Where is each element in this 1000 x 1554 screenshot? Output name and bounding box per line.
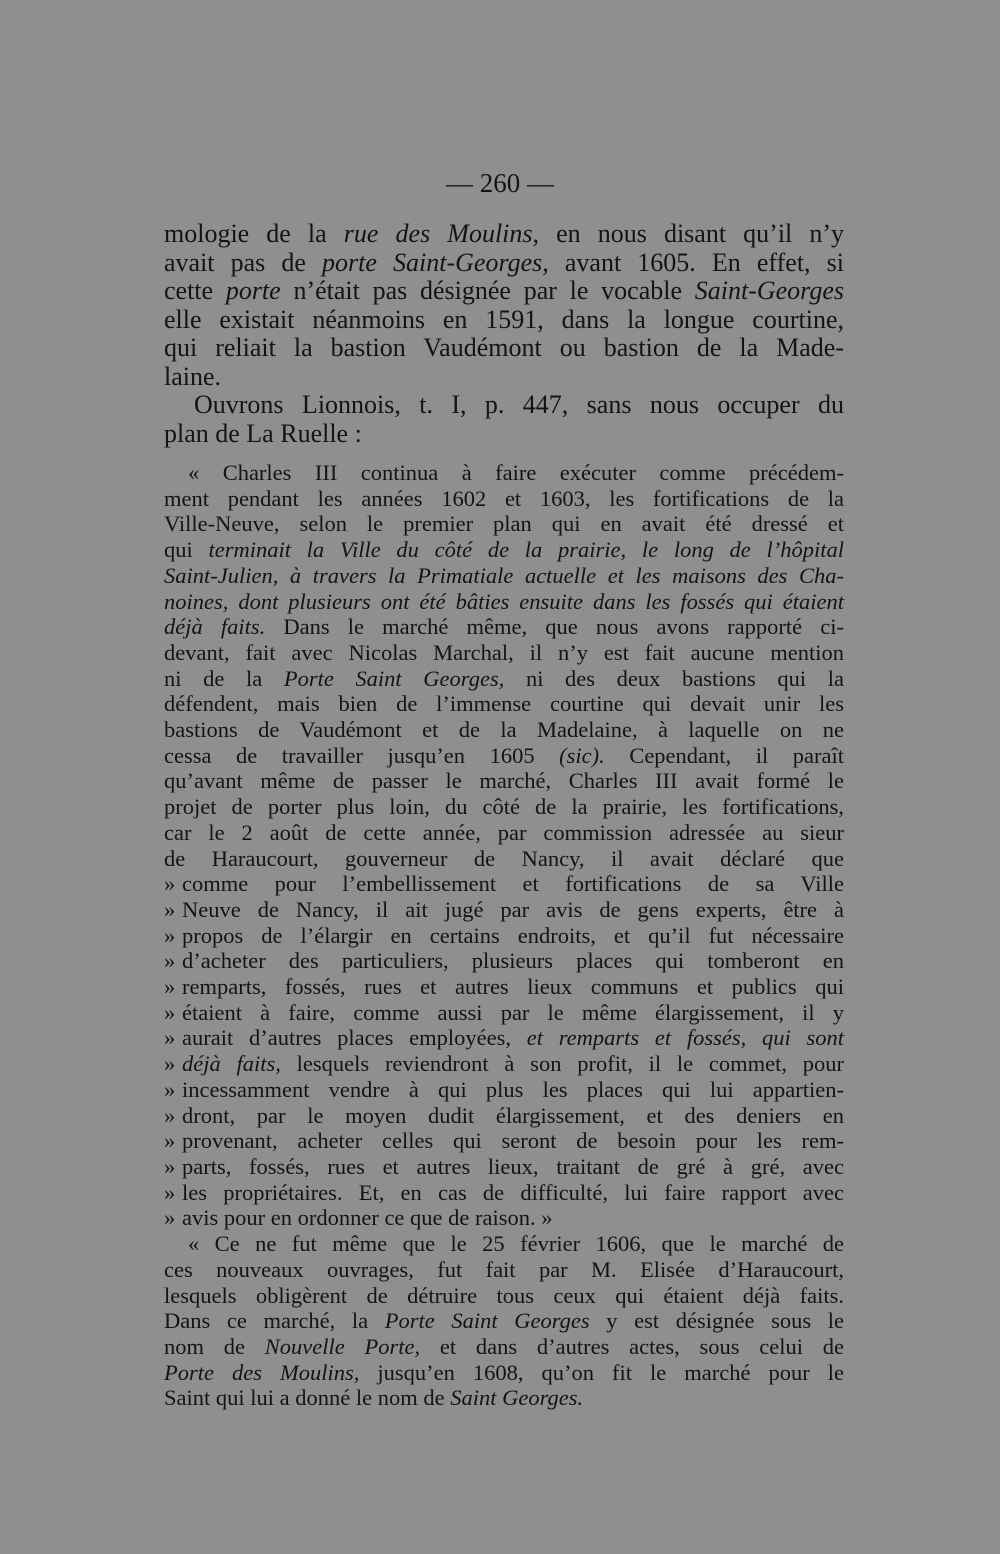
quote-line xyxy=(164,974,844,1000)
quote-line: qu’avant même de passer le marché, Charles III avait formé le xyxy=(164,768,844,794)
italic-run: Saint Georges. xyxy=(450,1385,584,1411)
quote-line xyxy=(164,1103,844,1129)
italic-run: Saint-Georges xyxy=(694,276,844,305)
text-line: qui reliait la bastion Vaudémont ou bastion de la Made- xyxy=(164,333,844,362)
text-run: ni des deux bastions qui la xyxy=(504,665,844,691)
text-run: cessa de travailler jusqu’en 1605 xyxy=(164,742,560,768)
text-line: Ouvrons Lionnois, t. I, p. 447, sans nous occuper du xyxy=(194,390,844,419)
text-line: elle existait néanmoins en 1591, dans la longue courtine, xyxy=(164,304,844,334)
italic-run: rue des Moulins, xyxy=(343,219,540,248)
text-run: les propriétaires. Et, en cas de difficulté, lui faire rapport avec xyxy=(182,1179,844,1205)
text-run: mologie de la xyxy=(164,219,344,248)
guillemet: » xyxy=(164,1179,176,1205)
quote-line xyxy=(164,871,844,897)
italic-run: Porte Saint Georges xyxy=(384,1308,590,1334)
italic-run: porte xyxy=(225,276,281,305)
text-run: aurait d’autres places employées, xyxy=(182,1025,527,1051)
guillemet: » xyxy=(164,974,176,1000)
text-line: laine. xyxy=(164,361,222,391)
quote-line: ment pendant les années 1602 et 1603, les fortifications de la xyxy=(164,485,844,511)
quote-line xyxy=(164,1334,844,1360)
guillemet: » xyxy=(164,896,176,922)
text-run: Cependant, il paraît xyxy=(604,742,844,768)
quotation-block xyxy=(164,460,844,1411)
quote-line xyxy=(164,1385,844,1411)
quote-line xyxy=(164,1051,844,1077)
text-line xyxy=(164,220,844,249)
guillemet: » xyxy=(164,922,176,948)
text-run: avait pas de xyxy=(164,247,323,277)
text-run: Neuve de Nancy, il ait jugé par avis de gens experts, être à xyxy=(182,896,844,922)
text-run: propos de l’élargir en certains endroits, et qu’il fut nécessaire xyxy=(182,922,844,948)
text-run: qui xyxy=(164,537,209,563)
text-run: incessamment vendre à qui plus les places qui lui appartien- xyxy=(182,1076,844,1102)
text-run: Saint qui lui a donné le nom de xyxy=(164,1385,451,1411)
guillemet: » xyxy=(164,948,176,974)
text-run: lesquels reviendront à son profit, il le commet, pour xyxy=(280,1051,845,1077)
quote-line xyxy=(164,1000,844,1026)
quote-line xyxy=(164,614,844,640)
intro-paragraphs xyxy=(164,220,844,448)
text-run: ni de la xyxy=(164,665,284,691)
text-line xyxy=(164,249,844,278)
text-run: comme pour l’embellissement et fortifications de sa Ville xyxy=(182,871,844,897)
guillemet: » xyxy=(164,1128,176,1154)
quote-line: noines, dont plusieurs ont été bâties ensuite dans les fossés qui étaient xyxy=(164,588,844,614)
quote-line xyxy=(164,537,844,563)
quote-line: de Haraucourt, gouverneur de Nancy, il avait déclaré que xyxy=(164,845,844,871)
quote-line: lesquels obligèrent de détruire tous ceux qui étaient déjà faits. xyxy=(164,1282,844,1308)
text-run: dront, par le moyen dudit élargissement, et des deniers en xyxy=(182,1102,844,1128)
quote-line xyxy=(164,743,844,769)
text-run: et dans d’autres actes, sous celui de xyxy=(420,1333,845,1359)
quote-line xyxy=(164,1308,844,1334)
quote-line: défendent, mais bien de l’immense courtine qui devait unir les xyxy=(164,691,844,717)
text-line xyxy=(164,277,844,306)
italic-run: terminait la Ville du côté de la prairie, le long de l’hôpital xyxy=(208,537,844,563)
guillemet: » xyxy=(164,1205,176,1231)
text-run: en nous disant qu’il n’y xyxy=(539,219,845,248)
text-run: Dans le marché même, que nous avons rapporté ci- xyxy=(265,614,844,640)
quote-line xyxy=(164,1154,844,1180)
quote-line xyxy=(164,948,844,974)
quote-line xyxy=(164,1205,844,1231)
quote-line xyxy=(164,1025,844,1051)
text-run: nom de xyxy=(164,1333,265,1359)
italic-run: Porte des Moulins, xyxy=(164,1359,360,1385)
text-run: d’acheter des particuliers, plusieurs places qui tomberont en xyxy=(182,948,844,974)
text-run: y est désignée sous le xyxy=(589,1308,845,1334)
guillemet: » xyxy=(164,1076,176,1102)
quote-line xyxy=(164,1077,844,1103)
text-line: plan de La Ruelle : xyxy=(164,418,362,448)
italic-run: et remparts et fossés, qui sont xyxy=(526,1025,844,1051)
text-run: parts, fossés, rues et autres lieux, traitant de gré à gré, avec xyxy=(182,1153,844,1179)
quote-line xyxy=(164,1360,844,1386)
text-run: Dans ce marché, la xyxy=(164,1308,385,1334)
quote-line: projet de porter plus loin, du côté de la prairie, les fortifications, xyxy=(164,794,844,820)
text-run: provenant, acheter celles qui seront de besoin pour les rem- xyxy=(182,1128,844,1154)
italic-run: déjà faits. xyxy=(164,614,266,640)
text-run: jusqu’en 1608, qu’on fit le marché pour le xyxy=(359,1359,844,1385)
quote-line: « Ce ne fut même que le 25 février 1606, que le marché de xyxy=(188,1231,844,1257)
guillemet: » xyxy=(164,999,176,1025)
quote-line xyxy=(164,1180,844,1206)
quote-line xyxy=(164,666,844,692)
quote-line: Saint-Julien, à travers la Primatiale actuelle et les maisons des Cha- xyxy=(164,562,844,588)
quote-line: Ville-Neuve, selon le premier plan qui en avait été dressé et xyxy=(164,511,844,537)
quote-line: car le 2 août de cette année, par commission adressée au sieur xyxy=(164,819,844,845)
text-run: remparts, fossés, rues et autres lieux communs et publics qui xyxy=(182,974,844,1000)
quote-line: devant, fait avec Nicolas Marchal, il n’y est fait aucune mention xyxy=(164,639,844,665)
text-run: avis pour en ordonner ce que de raison. » xyxy=(182,1205,553,1231)
italic-run: Porte Saint Georges, xyxy=(283,665,505,691)
guillemet: » xyxy=(164,1051,176,1077)
italic-run: Nouvelle Porte, xyxy=(264,1333,421,1359)
italic-run: (sic). xyxy=(559,742,605,768)
guillemet: » xyxy=(164,1153,176,1179)
text-run: cette xyxy=(164,276,226,305)
quote-line: ces nouveaux ouvrages, fut fait par M. Elisée d’Haraucourt, xyxy=(164,1256,844,1282)
quote-line xyxy=(164,1128,844,1154)
quote-line xyxy=(164,897,844,923)
guillemet: » xyxy=(164,871,176,897)
quote-line: bastions de Vaudémont et de la Madelaine, à laquelle on ne xyxy=(164,717,844,743)
text-run: étaient à faire, comme aussi par le même élargissement, il y xyxy=(182,999,844,1025)
italic-run: porte Saint-Georges, xyxy=(322,247,549,277)
text-run: n’était pas désignée par le vocable xyxy=(280,276,695,305)
quote-line: « Charles III continua à faire exécuter comme précédem- xyxy=(188,460,844,485)
quote-line xyxy=(164,923,844,949)
guillemet: » xyxy=(164,1025,176,1051)
text-run: avant 1605. En effet, si xyxy=(548,247,844,277)
guillemet: » xyxy=(164,1102,176,1128)
italic-run: déjà faits, xyxy=(182,1051,281,1077)
page-number: — 260 — xyxy=(446,168,554,198)
